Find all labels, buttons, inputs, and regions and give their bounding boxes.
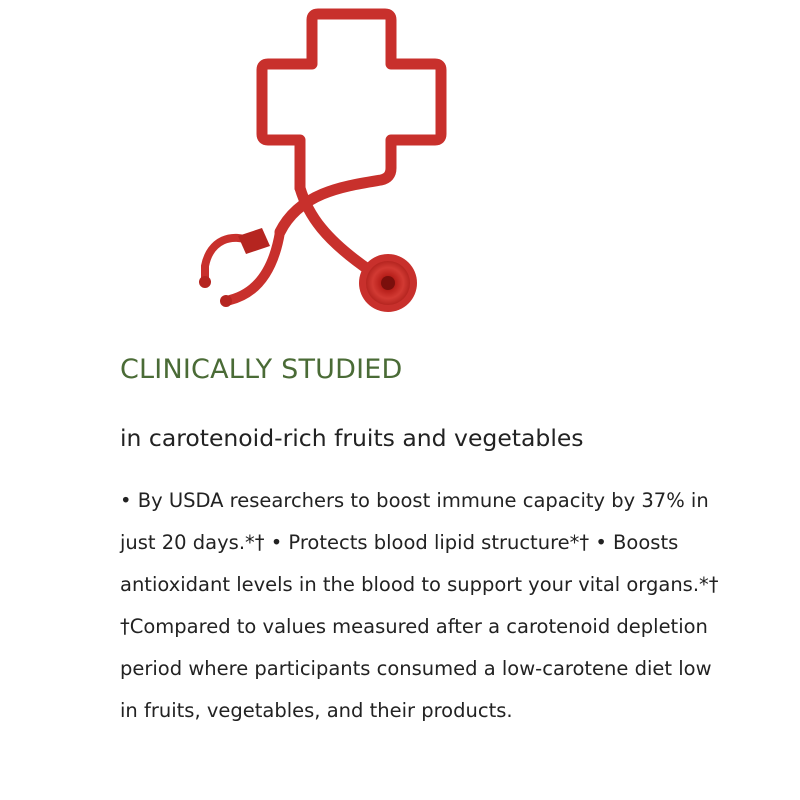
section-subheading: in carotenoid-rich fruits and vegetables (120, 424, 584, 452)
benefits-paragraph: • By USDA researchers to boost immune capacity by 37% in just 20 days.*† • Protects blood lipid structure*† • Boosts antioxidant levels in the blood to support your vital organs.*† †Compared to values measured after a carotenoid depletion period where participants consumed a low-carotene diet low in fruits, vegetables, and their products. (120, 489, 719, 722)
section-heading: CLINICALLY STUDIED (120, 354, 403, 385)
stethoscope-cross-icon (180, 8, 480, 318)
